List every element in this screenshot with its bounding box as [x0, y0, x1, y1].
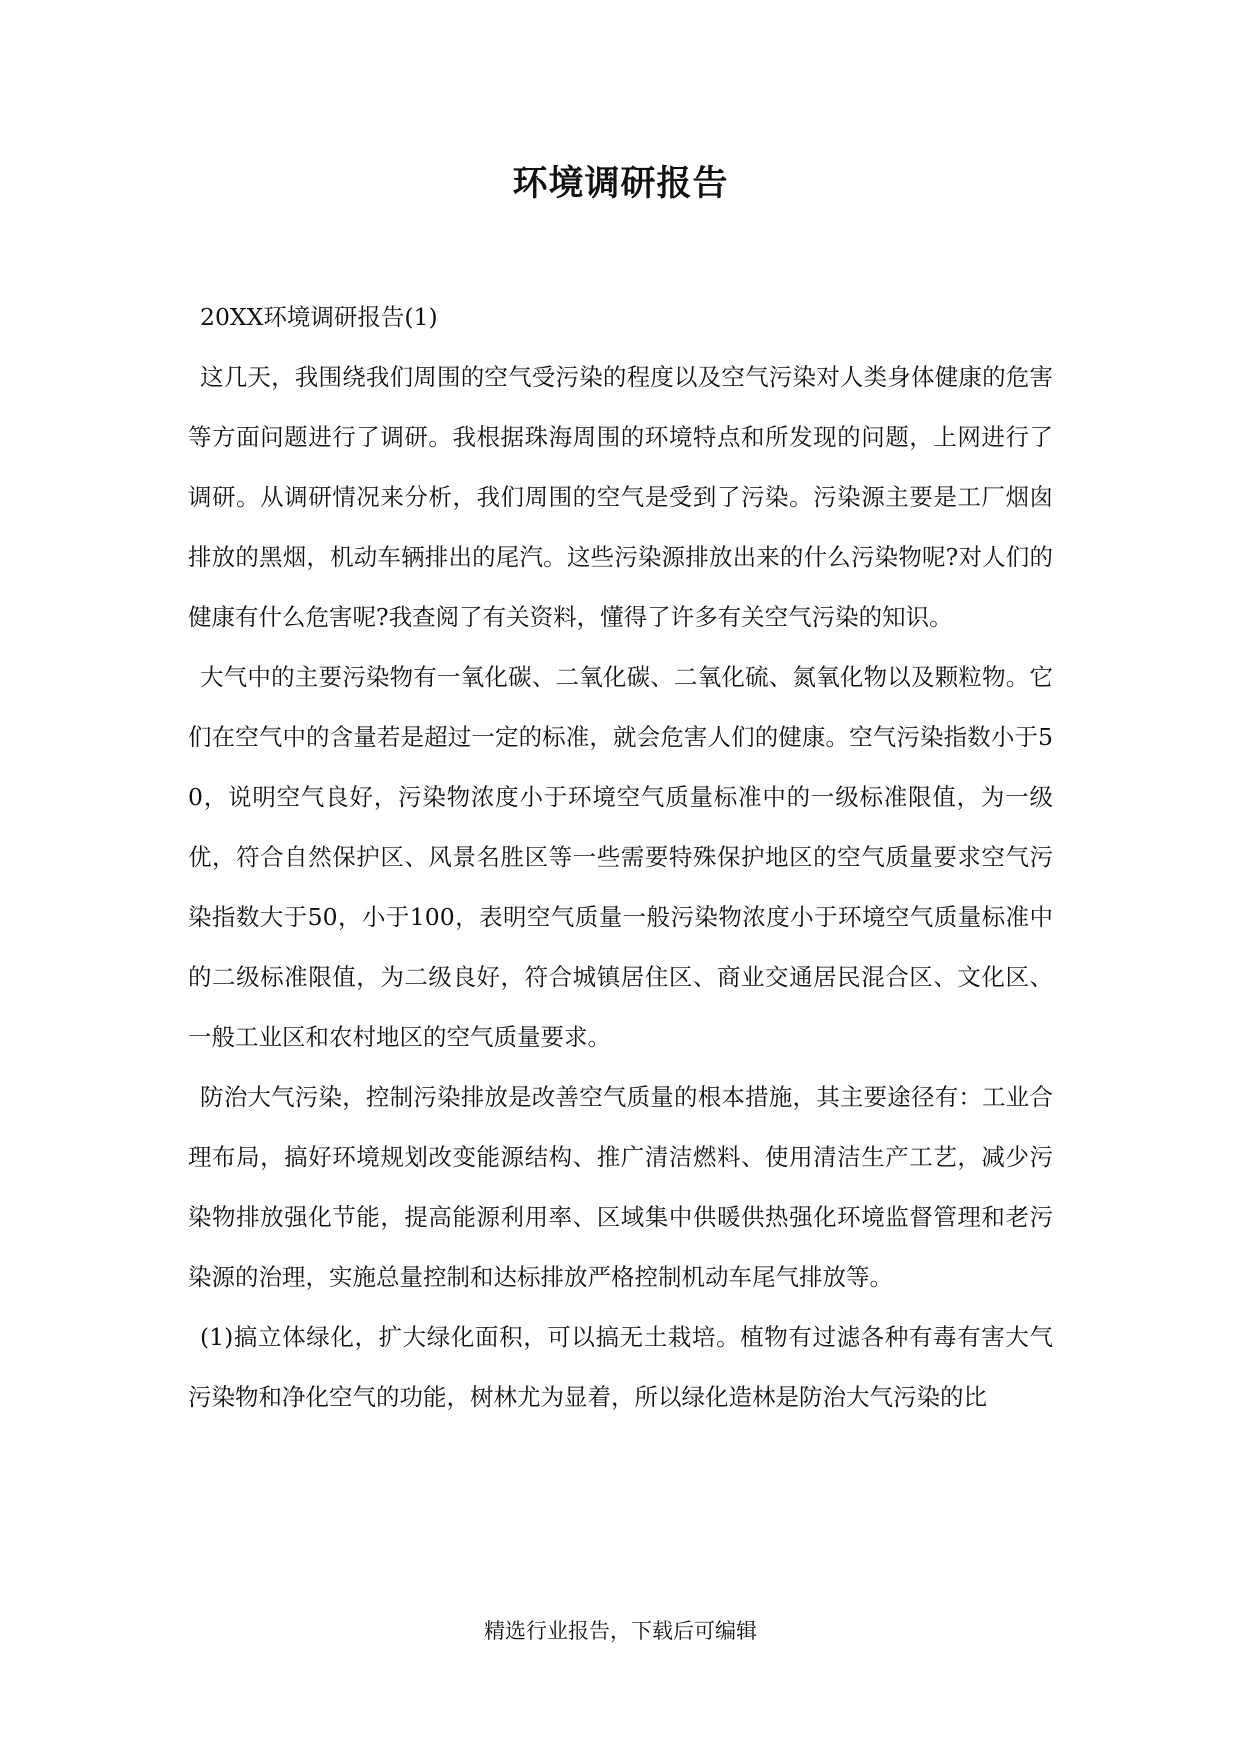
paragraph-pollutants: 大气中的主要污染物有一氧化碳、二氧化碳、二氧化硫、氮氧化物以及颗粒物。它们在空气中的含量若是超过一定的标准，就会危害人们的健康。空气污染指数小于50，说明空气良好，污染物浓度小于环境空气质量标准中的一级标准限值，为一级优，符合自然保护区、风景名胜区等一些需要特殊保护地区的空气质量要求空气污染指数大于50，小于100，表明空气质量一般污染物浓度小于环境空气质量标准中的二级标准限值，为二级良好，符合城镇居住区、商业交通居民混合区、文化区、一般工业区和农村地区的空气质量要求。	[188, 663, 1053, 1051]
report-subtitle: 20XX环境调研报告(1)	[200, 303, 438, 331]
document-body	[188, 287, 1053, 1427]
paragraph-prevention: 防治大气污染，控制污染排放是改善空气质量的根本措施，其主要途径有：工业合理布局，搞好环境规划改变能源结构、推广清洁燃料、使用清洁生产工艺，减少污染物排放强化节能，提高能源利用率、区域集中供暖供热强化环境监督管理和老污染源的治理，实施总量控制和达标排放严格控制机动车尾气排放等。	[188, 1083, 1053, 1291]
document-title: 环境调研报告	[512, 163, 729, 204]
page-footer: 精选行业报告，下载后可编辑	[484, 1619, 757, 1643]
paragraph-intro: 这几天，我围绕我们周围的空气受污染的程度以及空气污染对人类身体健康的危害等方面问题进行了调研。我根据珠海周围的环境特点和所发现的问题，上网进行了调研。从调研情况来分析，我们周围的空气是受到了污染。污染源主要是工厂烟囱排放的黑烟，机动车辆排出的尾汽。这些污染源排放出来的什么污染物呢?对人们的健康有什么危害呢?我查阅了有关资料，懂得了许多有关空气污染的知识。	[188, 363, 1053, 631]
paragraph-greening: (1)搞立体绿化，扩大绿化面积，可以搞无土栽培。植物有过滤各种有毒有害大气污染物和净化空气的功能，树林尤为显着，所以绿化造林是防治大气污染的比	[188, 1323, 1053, 1411]
